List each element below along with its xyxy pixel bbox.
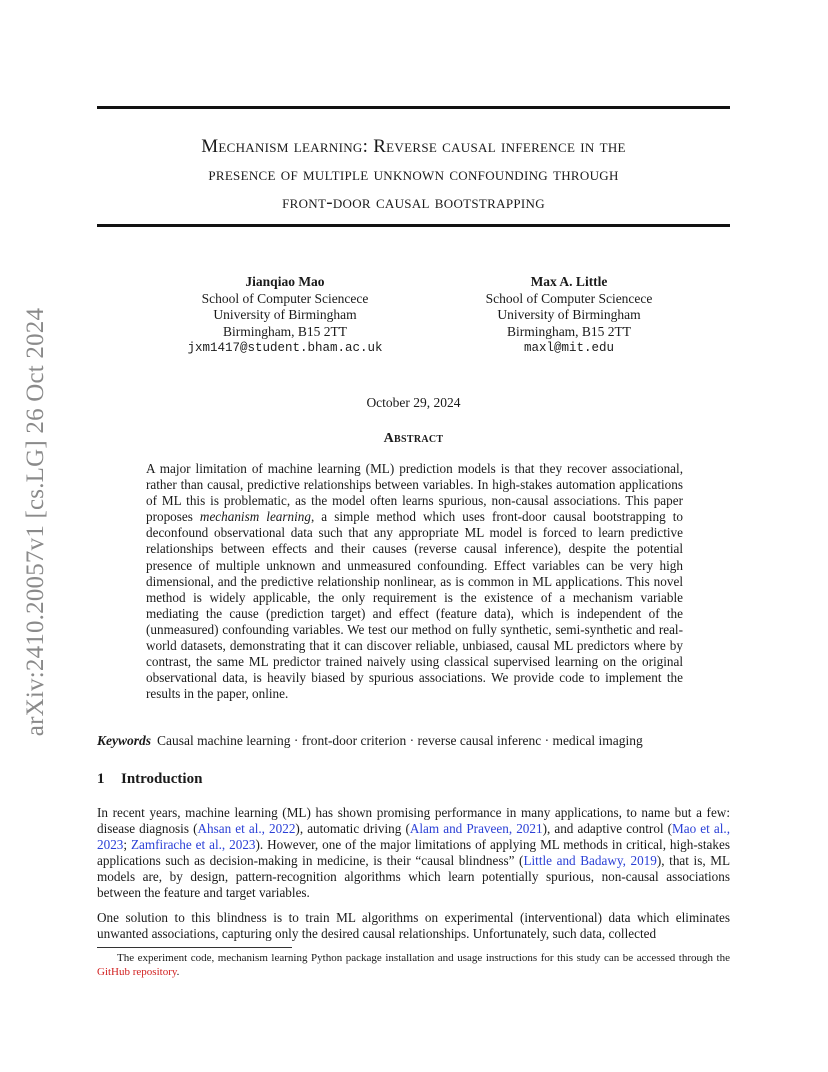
citation-link[interactable]: Mao et al., 2023: [97, 821, 731, 853]
abstract-heading: Abstract: [383, 431, 444, 446]
keywords: [97, 733, 737, 749]
section-heading: [97, 771, 202, 788]
author-university: University of Birmingham: [213, 307, 357, 322]
keywords-label: Keywords: [97, 733, 151, 748]
title-line: presence of multiple unknown confounding through: [208, 164, 619, 185]
body-text: ). However, one of the major limitations of applying ML methods in critical, high-stakes applications such as decision-making in medicine, is their “causal blindness” (: [97, 837, 730, 869]
abstract-text-part: , a simple method which uses front-door causal bootstrapping to deconfound observational data such that any appropriate ML model is forced to learn predictive relationships between effects and their causes (reverse causal inference), despite the potential presence of multiple unknown and unmeasured confounding. Effect variables can be very high dimensional, and the predictive relationship nonlinear, as is common in ML applications. This novel method is widely applicable, the only requirement is the existence of a mechanism variable mediating the cause (prediction target) and effect (feature data), which is independent of the (unmeasured) confounding variables. We test our method on fully synthetic, semi-synthetic and real-world datasets, demonstrating that it can discover reliable, unbiased, causal ML predictors where by contrast, the same ML predictor trained naively using classical supervised learning on the original observational data, is heavily biased by spurious associations. We provide code to implement the results in the paper, online.: [146, 509, 683, 702]
footnote-rule: [97, 947, 292, 948]
body-text: ), that is, ML models are, by design, pattern-recognition algorithms which learn potentially spurious, non-causal associations between the feature and target variables.: [97, 853, 730, 901]
section-title: Introduction: [121, 771, 203, 787]
author-block: [160, 274, 410, 357]
footnote: [97, 951, 730, 979]
body-paragraph: [97, 805, 730, 902]
author-email[interactable]: maxl@mit.edu: [523, 341, 614, 355]
section-number: 1: [97, 771, 105, 787]
github-repository-link[interactable]: GitHub repository: [97, 966, 177, 978]
arxiv-identifier: arXiv:2410.20057v1 [cs.LG] 26 Oct 2024: [22, 307, 49, 737]
author-affiliation: School of Computer Sciencece: [485, 290, 653, 306]
body-paragraph: One solution to this blindness is to train ML algorithms on experimental (interventional) data which eliminates unwanted associations, capturing only the desired causal relationships. Unfortunately, such data, collected: [97, 910, 730, 942]
abstract-text-part: A major limitation of machine learning (ML) prediction models is that they recover associational, rather than causal, predictive relationships between variables. In high-stakes automation applications of ML this is problematic, as the model often learns spurious, non-causal associations. This paper proposes: [146, 461, 683, 525]
title-line: Mechanism learning: Reverse causal inference in the: [201, 136, 626, 157]
citation-link[interactable]: Little and Badawy, 2019: [523, 853, 657, 869]
paper-title: [97, 133, 730, 217]
footnote-text: The experiment code, mechanism learning Python package installation and usage instructions for this study can be accessed through the: [117, 952, 730, 964]
body-text: ;: [123, 837, 131, 853]
author-affiliation: School of Computer Sciencece: [201, 290, 369, 306]
title-line: front-door causal bootstrapping: [282, 192, 545, 213]
author-address: Birmingham, B15 2TT: [222, 323, 348, 339]
citation-link[interactable]: Ahsan et al., 2022: [197, 821, 296, 837]
author-university: University of Birmingham: [497, 307, 641, 322]
body-text: In recent years, machine learning (ML) has shown promising performance in many applications, to name but a few: disease diagnosis (: [97, 805, 730, 837]
author-block: [444, 274, 694, 357]
author-name: Max A. Little: [530, 274, 608, 289]
abstract-emphasis: mechanism learning: [199, 509, 311, 525]
citation-link[interactable]: Zamfirache et al., 2023: [130, 837, 256, 853]
keywords-list: Causal machine learning · front-door criterion · reverse causal inferenc · medical imaging: [157, 733, 643, 748]
author-address: Birmingham, B15 2TT: [506, 323, 632, 339]
author-name: Jianqiao Mao: [245, 274, 325, 289]
title-rule-top: [97, 106, 730, 109]
author-email[interactable]: jxm1417@student.bham.ac.uk: [187, 341, 383, 355]
footnote-end: .: [176, 966, 180, 978]
title-rule-bottom: [97, 224, 730, 227]
citation-link[interactable]: Alam and Praveen, 2021: [409, 821, 543, 837]
abstract-text: [146, 461, 683, 702]
body-text: ), automatic driving (: [295, 821, 410, 837]
body-text: ), and adaptive control (: [542, 821, 673, 837]
publication-date: October 29, 2024: [366, 395, 461, 410]
